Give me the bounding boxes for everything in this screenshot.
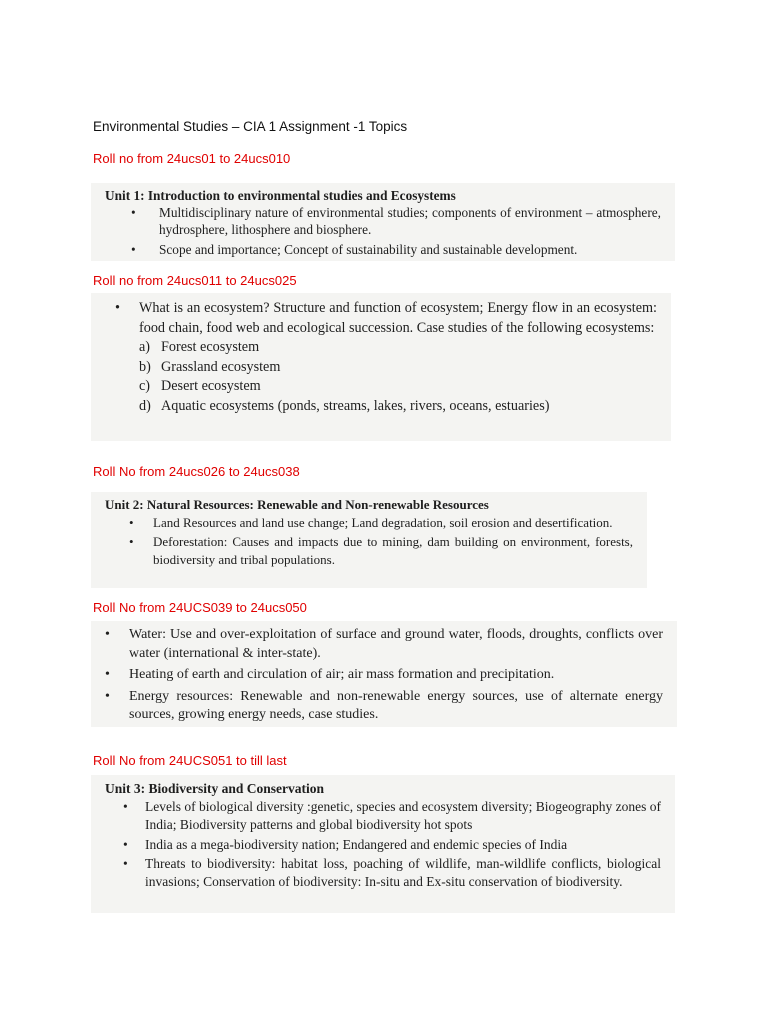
bullet-icon: • bbox=[115, 300, 120, 316]
topic-list bbox=[105, 626, 663, 725]
list-item: b) Grassland ecosystem bbox=[139, 358, 281, 375]
list-item: • India as a mega-biodiversity nation; Endangered and endemic species of India bbox=[115, 836, 661, 854]
bullet-icon: • bbox=[123, 855, 128, 871]
topic-list bbox=[105, 514, 633, 569]
bullet-icon: • bbox=[129, 534, 134, 549]
bullet-icon: • bbox=[123, 836, 128, 852]
bullet-icon: • bbox=[105, 627, 110, 642]
list-item: a) Forest ecosystem bbox=[139, 339, 260, 355]
list-item: • Deforestation: Causes and impacts due to mining, dam building on environment, forests, biodiversity and tribal populations. bbox=[129, 534, 633, 567]
roll-range-1: Roll no from 24ucs01 to 24ucs010 bbox=[93, 151, 291, 166]
bullet-icon: • bbox=[123, 799, 128, 815]
bullet-icon: • bbox=[129, 514, 134, 530]
scanned-excerpt-resources bbox=[91, 621, 677, 727]
list-item: • What is an ecosystem? Structure and function of ecosystem; Energy flow in an ecosystem: food chain, food web and ecological succession. Case studies of the following ecosystems: bbox=[115, 300, 657, 336]
bullet-icon: • bbox=[131, 242, 136, 257]
bullet-icon: • bbox=[131, 205, 136, 220]
roll-range-5: Roll No from 24UCS051 to till last bbox=[93, 753, 287, 768]
scanned-excerpt-ecosystems bbox=[91, 293, 671, 441]
unit-heading: Unit 3: Biodiversity and Conservation bbox=[105, 781, 325, 796]
scanned-excerpt-unit-1 bbox=[91, 183, 675, 261]
list-item: • Heating of earth and circulation of air; air mass formation and precipitation. bbox=[105, 666, 663, 685]
topic-list bbox=[115, 299, 657, 338]
scanned-excerpt-unit-3 bbox=[91, 775, 675, 913]
list-item: • Multidisciplinary nature of environmental studies; components of environment – atmosphere, hydrosphere, lithosphere and biosphere. bbox=[131, 205, 661, 237]
roll-range-4: Roll No from 24UCS039 to 24ucs050 bbox=[93, 600, 307, 615]
bullet-icon: • bbox=[105, 688, 110, 704]
list-item: • Land Resources and land use change; Land degradation, soil erosion and desertification. bbox=[129, 514, 613, 530]
ecosystem-sublist bbox=[115, 338, 657, 416]
list-item: • Energy resources: Renewable and non-renewable energy sources, use of alternate energy sources, growing energy needs, case studies. bbox=[105, 688, 663, 722]
list-item: d) Aquatic ecosystems (ponds, streams, lakes, rivers, oceans, estuaries) bbox=[139, 397, 550, 414]
list-item: • Threats to biodiversity: habitat loss, poaching of wildlife, man-wildlife conflicts, biological invasions; Conservation of biodiversity: In-situ and Ex-situ conservation of biodiversity. bbox=[123, 855, 661, 890]
list-item: c) Desert ecosystem bbox=[139, 378, 261, 394]
bullet-icon: • bbox=[105, 667, 110, 682]
unit-heading: Unit 2: Natural Resources: Renewable and Non-renewable Resources bbox=[105, 497, 489, 512]
topic-list bbox=[105, 204, 661, 258]
topic-list bbox=[105, 798, 661, 891]
list-item: • Water: Use and over-exploitation of surface and ground water, floods, droughts, conflicts over water (international & inter-state). bbox=[105, 627, 663, 661]
list-item: • Scope and importance; Concept of sustainability and sustainable development. bbox=[131, 242, 578, 257]
unit-heading: Unit 1: Introduction to environmental studies and Ecosystems bbox=[105, 188, 456, 203]
scanned-excerpt-unit-2 bbox=[91, 492, 647, 588]
roll-range-3: Roll No from 24ucs026 to 24ucs038 bbox=[93, 464, 300, 479]
document-title: Environmental Studies – CIA 1 Assignment -1 Topics bbox=[93, 119, 408, 134]
list-item: • Levels of biological diversity :genetic, species and ecosystem diversity; Biogeography zones of India; Biodiversity patterns and global biodiversity hot spots bbox=[123, 799, 661, 833]
roll-range-2: Roll no from 24ucs011 to 24ucs025 bbox=[93, 273, 297, 288]
